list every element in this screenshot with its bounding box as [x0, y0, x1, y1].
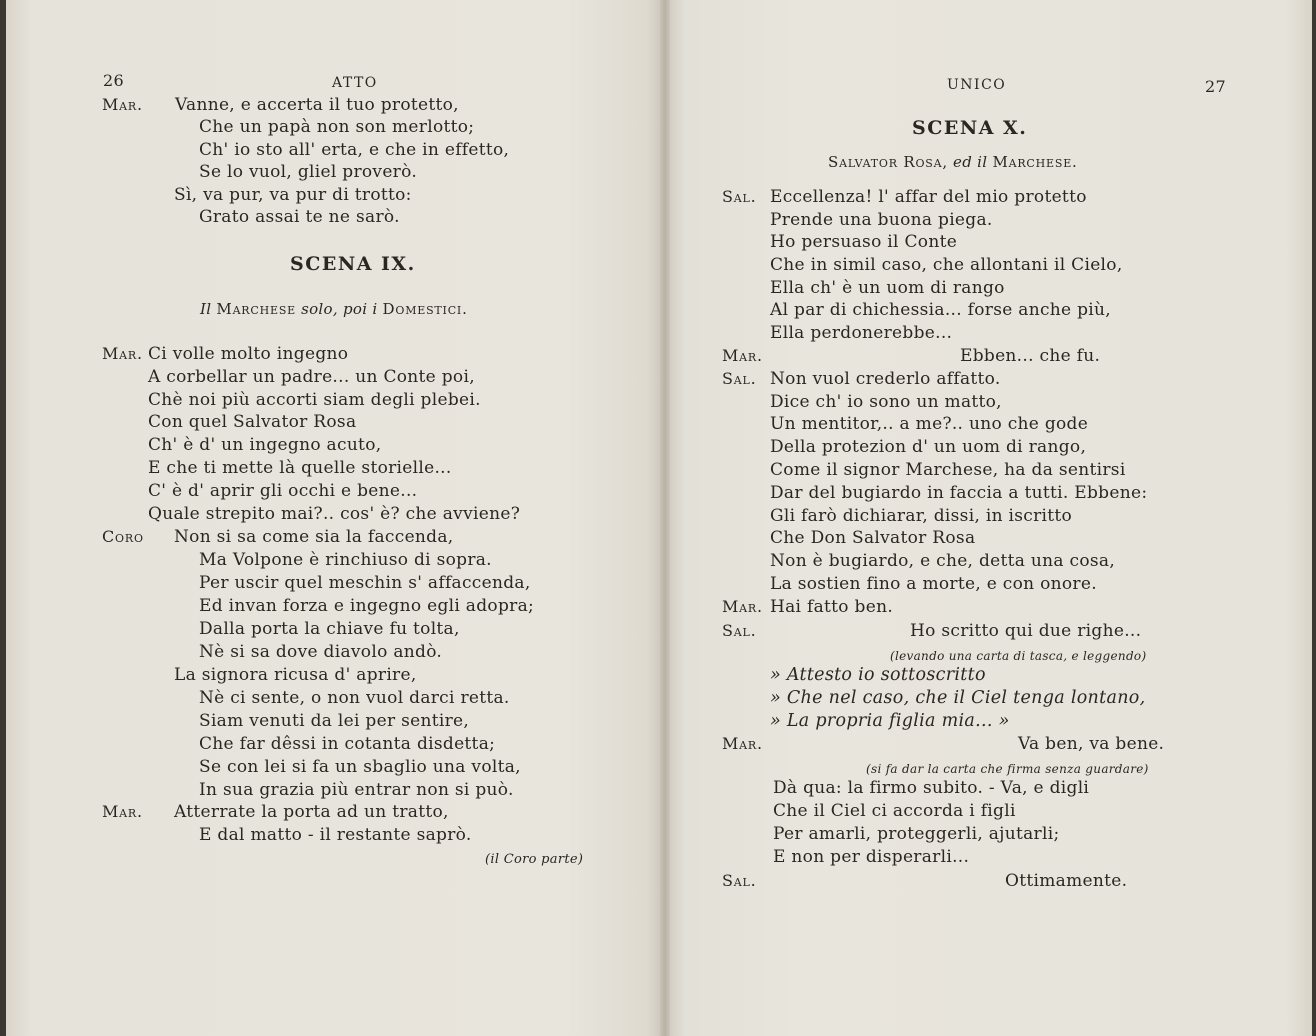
scene-title-x: SCENA X.	[912, 117, 1028, 139]
verse-line: E che ti mette là quelle storielle...	[148, 458, 452, 478]
left-page-number: 26	[103, 71, 124, 90]
verse-line: Se con lei si fa un sbaglio una volta,	[199, 757, 521, 777]
verse-line: Non vuol crederlo affatto.	[770, 369, 1001, 389]
right-page-number: 27	[1205, 77, 1226, 96]
verse-line: Chè noi più accorti siam degli plebei.	[148, 390, 481, 410]
verse-line: Siam venuti da lei per sentire,	[199, 711, 470, 731]
verse-line: Un mentitor,.. a me?.. uno che gode	[770, 414, 1089, 434]
speaker-label: Mar.	[102, 344, 143, 363]
speaker-label: Sal.	[722, 369, 757, 388]
verse-line: Se lo vuol, gliel proverò.	[199, 162, 418, 182]
stage-direction: (si fa dar la carta che firma senza guardare)	[866, 762, 1149, 776]
quote-line: » La propria figlia mia... »	[770, 711, 1010, 731]
verse-line: E dal matto - il restante saprò.	[199, 825, 472, 845]
verse-line: La sostien fino a morte, e con onore.	[770, 574, 1097, 594]
verse-line: Ho persuaso il Conte	[770, 232, 958, 252]
speaker-label: Sal.	[722, 621, 757, 640]
verse-line: Quale strepito mai?.. cos' è? che avviene?	[148, 504, 521, 524]
verse-line: Che il Ciel ci accorda i figli	[773, 801, 1016, 821]
verse-line: Va ben, va bene.	[1018, 734, 1165, 754]
verse-line: Ma Volpone è rinchiuso di sopra.	[199, 550, 492, 570]
verse-line: Dar del bugiardo in faccia a tutti. Ebbene:	[770, 483, 1148, 503]
verse-line: Atterrate la porta ad un tratto,	[174, 802, 449, 822]
verse-line: Ed invan forza e ingegno egli adopra;	[199, 596, 535, 616]
speaker-label: Coro	[102, 527, 144, 546]
stage-direction: (il Coro parte)	[485, 852, 584, 867]
speaker-label: Mar.	[102, 802, 143, 821]
scene-subtitle-x: Salvator Rosa, ed il Marchese.	[828, 153, 1078, 171]
verse-line: Grato assai te ne sarò.	[199, 207, 400, 227]
verse-line: Che in simil caso, che allontani il Cielo,	[770, 255, 1123, 275]
quote-line: » Che nel caso, che il Ciel tenga lontano,	[770, 688, 1146, 708]
verse-line: La signora ricusa d' aprire,	[174, 665, 417, 685]
verse-line: Gli farò dichiarar, dissi, in iscritto	[770, 506, 1073, 526]
verse-line: Per amarli, proteggerli, ajutarli;	[773, 824, 1060, 844]
verse-line: Ella perdonerebbe...	[770, 323, 953, 343]
speaker-label: Sal.	[722, 871, 757, 890]
verse-line: In sua grazia più entrar non si può.	[199, 780, 514, 800]
verse-line: Nè ci sente, o non vuol darci retta.	[199, 688, 510, 708]
left-running-head: ATTO	[332, 75, 378, 91]
verse-line: Ebben... che fu.	[960, 346, 1101, 366]
verse-line: Come il signor Marchese, ha da sentirsi	[770, 460, 1126, 480]
verse-line: Dice ch' io sono un matto,	[770, 392, 1002, 412]
verse-line: Ch' è d' un ingegno acuto,	[148, 435, 382, 455]
verse-line: Ci volle molto ingegno	[148, 344, 349, 364]
verse-line: Che un papà non son merlotto;	[199, 117, 475, 137]
verse-line: Ch' io sto all' erta, e che in effetto,	[199, 140, 510, 160]
verse-line: Nè si sa dove diavolo andò.	[199, 642, 443, 662]
right-running-head: UNICO	[947, 77, 1007, 93]
verse-line: Sì, va pur, va pur di trotto:	[174, 185, 412, 205]
stage-direction: (levando una carta di tasca, e leggendo)	[890, 649, 1147, 663]
verse-line: Dalla porta la chiave fu tolta,	[199, 619, 460, 639]
verse-line: Per uscir quel meschin s' affaccenda,	[199, 573, 531, 593]
verse-line: Con quel Salvator Rosa	[148, 412, 357, 432]
verse-line: Che Don Salvator Rosa	[770, 528, 976, 548]
verse-line: Al par di chichessia... forse anche più,	[770, 300, 1111, 320]
scene-title-ix: SCENA IX.	[290, 253, 416, 275]
book-gutter	[660, 0, 670, 1036]
speaker-label: Sal.	[722, 187, 757, 206]
verse-line: Ho scritto qui due righe...	[910, 621, 1142, 641]
verse-line: Ella ch' è un uom di rango	[770, 278, 1005, 298]
verse-line: Non si sa come sia la faccenda,	[174, 527, 454, 547]
verse-line: C' è d' aprir gli occhi e bene...	[148, 481, 418, 501]
speaker-label: Mar.	[722, 597, 763, 616]
speaker-label: Mar.	[722, 346, 763, 365]
verse-line: Che far dêssi in cotanta disdetta;	[199, 734, 496, 754]
verse-line: A corbellar un padre... un Conte poi,	[148, 367, 475, 387]
scene-subtitle-ix: Il Marchese solo, poi i Domestici.	[200, 300, 468, 318]
verse-line: Vanne, e accerta il tuo protetto,	[175, 95, 459, 115]
quote-line: » Attesto io sottoscritto	[770, 665, 986, 685]
verse-line: Prende una buona piega.	[770, 210, 993, 230]
speaker-label: Mar.	[102, 95, 143, 114]
verse-line: Non è bugiardo, e che, detta una cosa,	[770, 551, 1116, 571]
verse-line: Della protezion d' un uom di rango,	[770, 437, 1087, 457]
speaker-label: Mar.	[722, 734, 763, 753]
verse-line: Ottimamente.	[1005, 871, 1128, 891]
verse-line: Dà qua: la firmo subito. - Va, e digli	[773, 778, 1090, 798]
verse-line: Eccellenza! l' affar del mio protetto	[770, 187, 1087, 207]
verse-line: Hai fatto ben.	[770, 597, 894, 617]
verse-line: E non per disperarli...	[773, 847, 970, 867]
